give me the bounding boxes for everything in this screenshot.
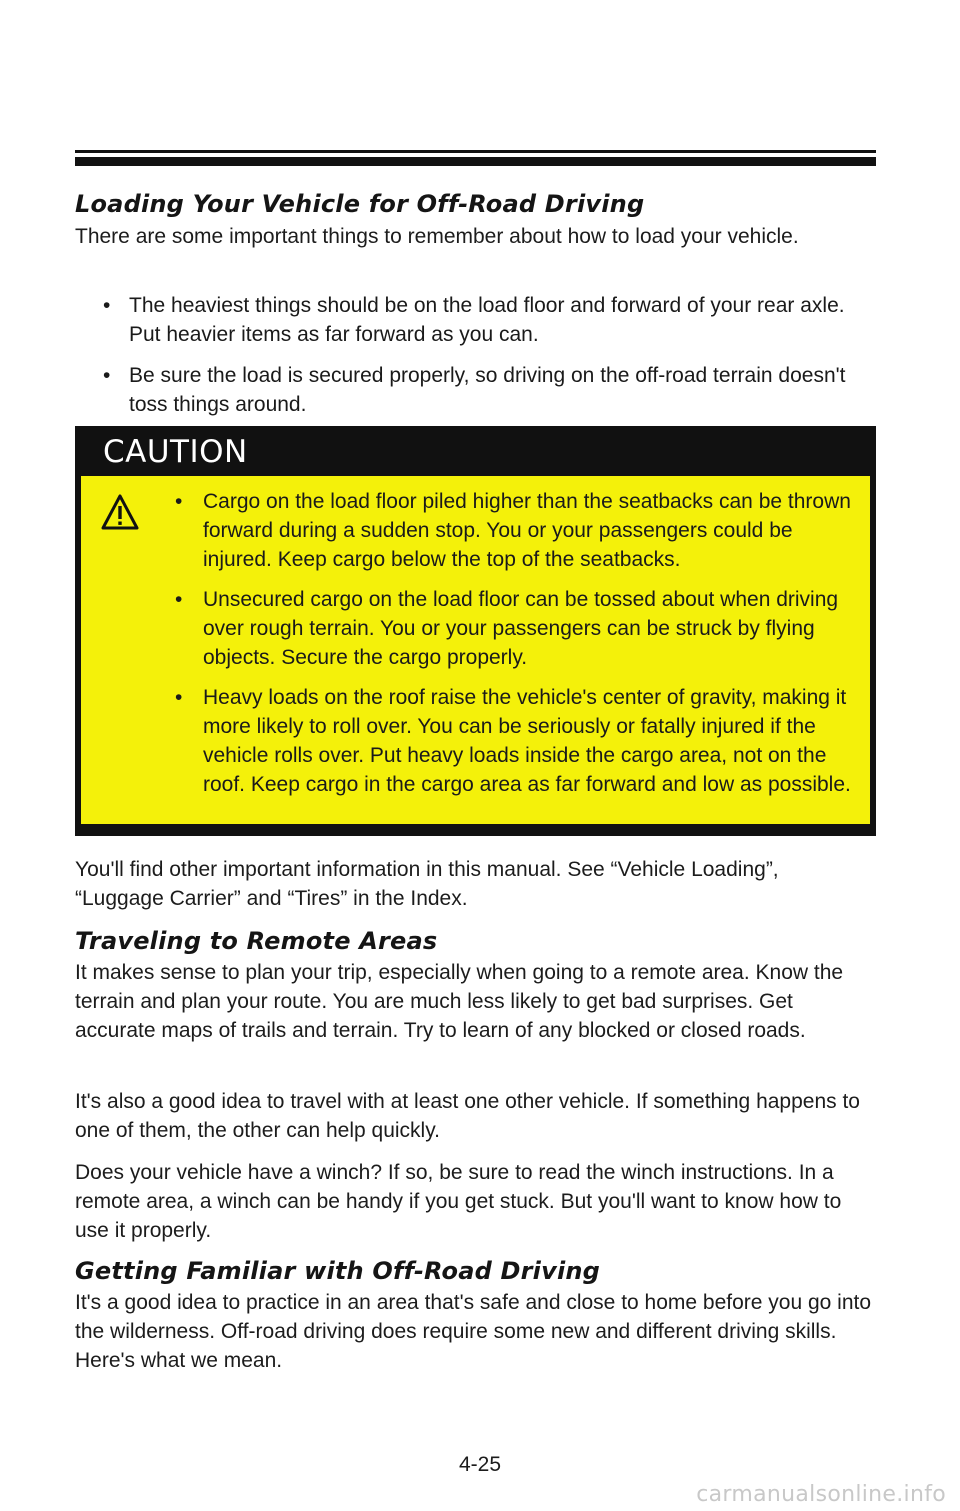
- list-item: • The heaviest things should be on the load floor and forward of your rear axle. Put heavier items as far forward as you can.: [103, 294, 845, 346]
- list-item: • Heavy loads on the roof raise the vehicle's center of gravity, making it more likely to roll over. You can be seriously or fatally injured if the vehicle rolls over. Put heavy loads inside the cargo area, not on the roof. Keep cargo in the cargo area as far forward and low as possible.: [175, 686, 851, 796]
- top-rule-thick: [75, 157, 876, 166]
- remote-paragraph-3: Does your vehicle have a winch? If so, be sure to read the winch instructions. In a remote area, a winch can be handy if you get stuck. But you'll want to know how to use it properly.: [75, 1161, 842, 1242]
- familiar-paragraph: It's a good idea to practice in an area that's safe and close to home before you go into the wilderness. Off-road driving does require some new and different driving skills. Here's what we mean.: [75, 1291, 872, 1372]
- section-intro: There are some important things to remember about how to load your vehicle.: [75, 225, 799, 248]
- warning-triangle-icon: [100, 493, 140, 531]
- remote-paragraph-2: It's also a good idea to travel with at least one other vehicle. If something happens to one of them, the other can help quickly.: [75, 1090, 860, 1142]
- caution-box: [75, 426, 876, 836]
- section-heading-familiar: Getting Familiar with Off-Road Driving: [75, 1257, 601, 1285]
- top-rule-thin: [75, 150, 876, 153]
- page-number: 4-25: [458, 1453, 502, 1476]
- caution-body: [81, 476, 870, 824]
- list-item: • Be sure the load is secured properly, so driving on the off-road terrain doesn't toss things around.: [103, 364, 846, 416]
- section-heading-loading: Loading Your Vehicle for Off-Road Driving: [75, 190, 645, 218]
- loading-bullet-list: [75, 291, 880, 431]
- section-heading-remote: Traveling to Remote Areas: [75, 927, 438, 955]
- caution-title: CAUTION: [103, 434, 248, 470]
- caution-bullet-list: [81, 487, 860, 799]
- list-item: • Cargo on the load floor piled higher than the seatbacks can be thrown forward during a sudden stop. You or your passengers could be injured. Keep cargo below the top of the seatbacks.: [175, 490, 851, 571]
- watermark: carmanualsonline.info: [696, 1482, 946, 1507]
- remote-paragraph-1: It makes sense to plan your trip, especially when going to a remote area. Know the terrain and plan your route. You are much less likely to get bad surprises. Get accurate maps of trails and terrain. Try to learn of any blocked or closed roads.: [75, 961, 844, 1042]
- after-caution-paragraph: You'll find other important information in this manual. See “Vehicle Loading”, “Luggage Carrier” and “Tires” in the Index.: [75, 858, 779, 910]
- list-item: • Unsecured cargo on the load floor can be tossed about when driving over rough terrain. You or your passengers can be struck by flying objects. Secure the cargo properly.: [175, 588, 839, 669]
